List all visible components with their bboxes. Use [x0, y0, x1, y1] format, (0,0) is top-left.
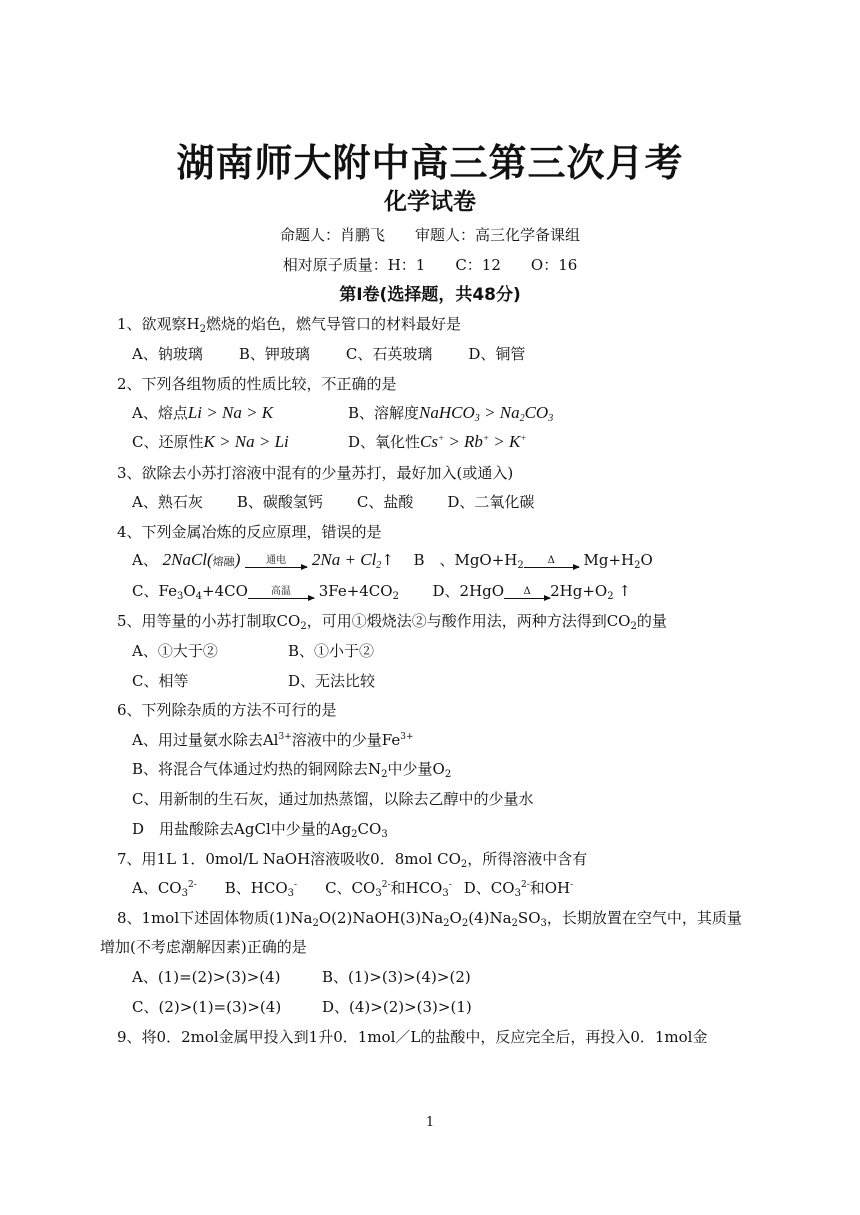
- question-4-options-ab: A、 2NaCl(熔融) 通电 $2Na + Cl_2↑$ B 、$MgO+H_2$ Δ $Mg+H_2O$: [132, 550, 653, 571]
- q6-option-a: A、用过量氨水除去$Al^{3+}$溶液中的少量$Fe^{3+}$: [132, 731, 414, 749]
- q7-option-d: D、$CO_3^{2-}$和OH-: [463, 879, 574, 899]
- authors-line: 命题人：肖鹏飞 审题人：高三化学备课组: [279, 226, 580, 244]
- q3-option-d: D、二氧化碳: [447, 493, 535, 511]
- q5-option-c: C、相等: [132, 672, 189, 690]
- q3-option-c: C、盐酸: [356, 493, 414, 511]
- q6-option-d: D 用盐酸除去AgCl中少量的$Ag_2CO_3$: [132, 820, 388, 840]
- q2-option-c-label: C、还原性: [132, 433, 204, 451]
- q5-option-a: A、①大于②: [132, 642, 218, 660]
- q7-option-a: A、$CO_3^{2-}$: [132, 879, 197, 899]
- q1-option-c: C、石英玻璃: [345, 345, 433, 363]
- q6-option-c: C、用新制的生石灰，通过加热蒸馏，以除去乙醇中的少量水: [132, 790, 534, 808]
- q4-option-d: D、2HgO Δ $2Hg+O_2$ ↑: [432, 582, 631, 602]
- q8-option-c: C、(2)>(1)=(3)>(4): [132, 998, 282, 1016]
- q1-option-a: A、钠玻璃: [132, 345, 203, 363]
- q1-option-b: B、钾玻璃: [238, 345, 310, 363]
- question-8-options-ab: [0, 966, 860, 988]
- q4-option-a-up-arrow: ↑: [381, 551, 394, 569]
- q7-option-c: C、$CO_3^{2-}$和$HCO_3^-$: [325, 879, 452, 899]
- q5-option-b: B、①小于②: [288, 642, 375, 660]
- q4-option-c: C、$Fe_3O_4+4CO$ 高温 $3Fe+4CO_2$: [132, 582, 399, 602]
- atomic-masses-line: 相对原子质量：H：1 C：12 O：16: [282, 256, 578, 274]
- question-8-stem-line2: 增加(不考虑潮解因素)正确的是: [100, 938, 307, 956]
- q2-option-a-formula: Li > Na > K: [187, 403, 274, 422]
- q4-option-a-rhs: $2Na + Cl_2$: [311, 550, 382, 571]
- q4-option-b: B 、$MgO+H_2$ Δ $Mg+H_2O$: [413, 551, 653, 571]
- question-8-options-cd: [0, 996, 860, 1018]
- question-6-stem: 6、下列除杂质的方法不可行的是: [117, 701, 337, 719]
- question-2-stem: 2、下列各组物质的性质比较，不正确的是: [117, 375, 397, 393]
- question-8-stem: 8、1mol下述固体物质$(1)Na_2O(2)NaOH(3)Na_2O_2(4)Na_2SO_3$，长期放置在空气中，其质量: [117, 909, 742, 929]
- question-1-stem: 1、欲观察$H_2$燃烧的焰色，燃气导管口的材料最好是: [117, 315, 462, 335]
- q1-option-d: D、铜管: [468, 345, 526, 363]
- question-5-options-ab: [0, 640, 860, 662]
- question-4-options-cd: [0, 580, 860, 602]
- section-title: 第Ⅰ卷(选择题，共48分): [339, 285, 521, 305]
- question-3-stem: 3、欲除去小苏打溶液中混有的少量苏打，最好加入(或通入): [117, 464, 514, 482]
- question-9-stem: 9、将0．2mol金属甲投入到1升0．1mol／L的盐酸中，反应完全后，再投入0．1mol金: [117, 1028, 708, 1046]
- q4-option-a-lhs: 2NaCl(熔融): [162, 550, 241, 569]
- q3-option-a: A、熟石灰: [132, 493, 203, 511]
- page-number: 1: [425, 1115, 435, 1130]
- question-4-stem: 4、下列金属冶炼的反应原理，错误的是: [117, 523, 382, 541]
- q5-option-d: D、无法比较: [288, 672, 376, 690]
- question-7-stem: 7、用1L 1．0mol/L NaOH溶液吸收0．8mol $CO_2$，所得溶液中含有: [117, 850, 588, 870]
- q2-option-b-formula: NaHCO$_3$ > $Na_2CO_3$: [419, 403, 554, 424]
- q2-option-a-label: A、熔点: [132, 404, 188, 422]
- q2-option-d-label: D、氧化性: [348, 433, 421, 451]
- q6-option-b: B、将混合气体通过灼热的铜网除去$N_2$中少量$O_2$: [132, 760, 452, 780]
- question-7-options: [0, 877, 860, 899]
- q3-option-b: B、碳酸氢钙: [236, 493, 323, 511]
- question-3-options: [0, 491, 860, 513]
- q2-option-b-label: B、溶解度: [348, 404, 420, 422]
- q2-option-d-formula: Cs+ > Rb+ > K+: [420, 432, 527, 451]
- q8-option-a: A、(1)=(2)>(3)>(4): [132, 968, 281, 986]
- question-2-options-ab: [0, 402, 860, 424]
- question-1-options: [0, 343, 860, 365]
- q7-option-b: B、$HCO_3^-$: [224, 879, 298, 899]
- q4-option-a-arrow: 通电: [245, 555, 307, 568]
- q8-option-d: D、(4)>(2)>(3)>(1): [322, 998, 472, 1016]
- question-5-options-cd: [0, 670, 860, 692]
- exam-subtitle: 化学试卷: [384, 189, 476, 215]
- question-2-options-cd: [0, 431, 860, 453]
- q2-option-c-formula: K > Na > Li: [203, 432, 289, 451]
- question-5-stem: 5、用等量的小苏打制取$CO_2$，可用①煅烧法②与酸作用法，两种方法得到$CO_2$的量: [117, 612, 667, 632]
- exam-title: 湖南师大附中高三第三次月考: [176, 141, 684, 185]
- q8-option-b: B、(1)>(3)>(4)>(2): [322, 968, 471, 986]
